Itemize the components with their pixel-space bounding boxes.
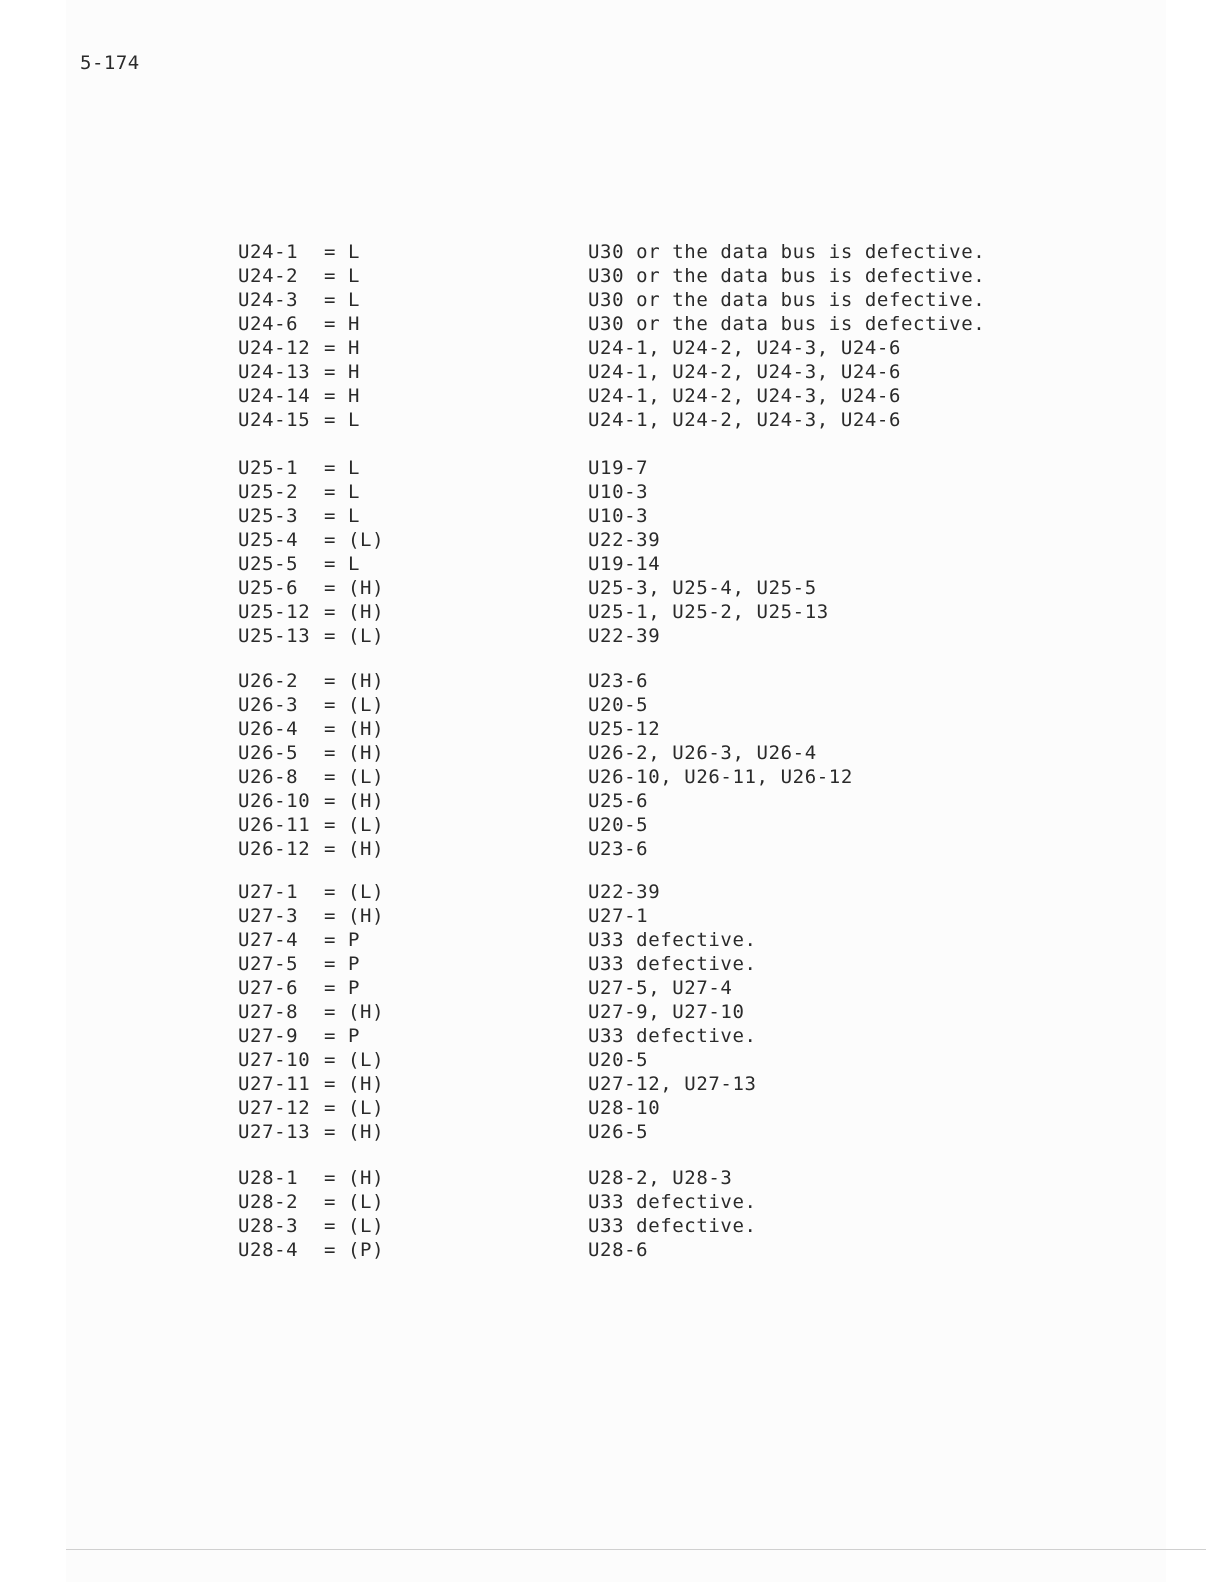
pin-label: U25-6 [238, 577, 299, 599]
logic-state: L [348, 241, 361, 263]
result-text: U30 or the data bus is defective. [588, 289, 986, 311]
equals-sign: = [324, 766, 337, 788]
equals-sign: = [324, 790, 337, 812]
equals-sign: = [324, 1239, 337, 1261]
equals-sign: = [324, 241, 337, 263]
equals-sign: = [324, 265, 337, 287]
result-text: U26-10, U26-11, U26-12 [588, 766, 853, 788]
result-text: U30 or the data bus is defective. [588, 241, 986, 263]
pin-label: U24-12 [238, 337, 311, 359]
logic-state: L [348, 265, 361, 287]
logic-state: (L) [348, 625, 385, 647]
result-text: U33 defective. [588, 929, 757, 951]
logic-state: L [348, 481, 361, 503]
pin-label: U28-3 [238, 1215, 299, 1237]
result-text: U26-5 [588, 1121, 649, 1143]
result-text: U26-2, U26-3, U26-4 [588, 742, 817, 764]
equals-sign: = [324, 694, 337, 716]
equals-sign: = [324, 1215, 337, 1237]
equals-sign: = [324, 838, 337, 860]
logic-state: (L) [348, 881, 385, 903]
pin-label: U24-14 [238, 385, 311, 407]
logic-state: (L) [348, 529, 385, 551]
pin-label: U25-2 [238, 481, 299, 503]
result-text: U30 or the data bus is defective. [588, 265, 986, 287]
pin-label: U25-5 [238, 553, 299, 575]
equals-sign: = [324, 385, 337, 407]
result-text: U23-6 [588, 670, 649, 692]
result-text: U28-10 [588, 1097, 661, 1119]
logic-state: (L) [348, 1049, 385, 1071]
equals-sign: = [324, 1097, 337, 1119]
logic-state: (H) [348, 905, 385, 927]
equals-sign: = [324, 814, 337, 836]
result-text: U27-12, U27-13 [588, 1073, 757, 1095]
equals-sign: = [324, 1167, 337, 1189]
equals-sign: = [324, 929, 337, 951]
pin-label: U27-1 [238, 881, 299, 903]
pin-label: U28-4 [238, 1239, 299, 1261]
page-number: 5-174 [80, 52, 140, 74]
result-text: U23-6 [588, 838, 649, 860]
equals-sign: = [324, 529, 337, 551]
pin-label: U27-5 [238, 953, 299, 975]
equals-sign: = [324, 601, 337, 623]
pin-label: U24-2 [238, 265, 299, 287]
result-text: U10-3 [588, 481, 649, 503]
result-text: U22-39 [588, 625, 661, 647]
logic-state: P [348, 977, 361, 999]
result-text: U25-3, U25-4, U25-5 [588, 577, 817, 599]
logic-state: (L) [348, 814, 385, 836]
logic-state: (H) [348, 838, 385, 860]
logic-state: (L) [348, 1097, 385, 1119]
result-text: U27-9, U27-10 [588, 1001, 745, 1023]
logic-state: (L) [348, 1215, 385, 1237]
pin-label: U27-8 [238, 1001, 299, 1023]
pin-label: U25-12 [238, 601, 311, 623]
result-text: U24-1, U24-2, U24-3, U24-6 [588, 385, 902, 407]
result-text: U30 or the data bus is defective. [588, 313, 986, 335]
result-text: U20-5 [588, 814, 649, 836]
pin-label: U27-10 [238, 1049, 311, 1071]
result-text: U33 defective. [588, 953, 757, 975]
equals-sign: = [324, 1025, 337, 1047]
pin-label: U27-4 [238, 929, 299, 951]
logic-state: H [348, 337, 361, 359]
pin-label: U26-3 [238, 694, 299, 716]
equals-sign: = [324, 505, 337, 527]
logic-state: (L) [348, 694, 385, 716]
equals-sign: = [324, 881, 337, 903]
pin-label: U26-4 [238, 718, 299, 740]
result-text: U28-6 [588, 1239, 649, 1261]
equals-sign: = [324, 553, 337, 575]
logic-state: L [348, 505, 361, 527]
result-text: U27-5, U27-4 [588, 977, 733, 999]
equals-sign: = [324, 361, 337, 383]
pin-label: U24-3 [238, 289, 299, 311]
equals-sign: = [324, 977, 337, 999]
result-text: U25-12 [588, 718, 661, 740]
logic-state: H [348, 361, 361, 383]
result-text: U20-5 [588, 694, 649, 716]
logic-state: (H) [348, 1001, 385, 1023]
equals-sign: = [324, 742, 337, 764]
logic-state: (H) [348, 1167, 385, 1189]
logic-state: (L) [348, 1191, 385, 1213]
result-text: U20-5 [588, 1049, 649, 1071]
result-text: U19-7 [588, 457, 649, 479]
logic-state: P [348, 1025, 361, 1047]
pin-label: U26-12 [238, 838, 311, 860]
equals-sign: = [324, 289, 337, 311]
equals-sign: = [324, 577, 337, 599]
logic-state: (H) [348, 718, 385, 740]
result-text: U25-6 [588, 790, 649, 812]
result-text: U22-39 [588, 881, 661, 903]
logic-state: H [348, 385, 361, 407]
pin-label: U26-11 [238, 814, 311, 836]
pin-label: U26-10 [238, 790, 311, 812]
equals-sign: = [324, 1191, 337, 1213]
logic-state: (H) [348, 601, 385, 623]
logic-state: L [348, 553, 361, 575]
pin-label: U28-2 [238, 1191, 299, 1213]
equals-sign: = [324, 481, 337, 503]
equals-sign: = [324, 457, 337, 479]
result-text: U10-3 [588, 505, 649, 527]
pin-label: U28-1 [238, 1167, 299, 1189]
pin-label: U26-8 [238, 766, 299, 788]
pin-label: U25-3 [238, 505, 299, 527]
result-text: U27-1 [588, 905, 649, 927]
equals-sign: = [324, 313, 337, 335]
logic-state: (H) [348, 577, 385, 599]
result-text: U19-14 [588, 553, 661, 575]
result-text: U24-1, U24-2, U24-3, U24-6 [588, 361, 902, 383]
pin-label: U26-5 [238, 742, 299, 764]
equals-sign: = [324, 1049, 337, 1071]
pin-label: U25-13 [238, 625, 311, 647]
logic-state: (H) [348, 1073, 385, 1095]
equals-sign: = [324, 670, 337, 692]
logic-state: P [348, 953, 361, 975]
result-text: U24-1, U24-2, U24-3, U24-6 [588, 337, 902, 359]
pin-label: U26-2 [238, 670, 299, 692]
pin-label: U27-12 [238, 1097, 311, 1119]
result-text: U25-1, U25-2, U25-13 [588, 601, 829, 623]
logic-state: (H) [348, 790, 385, 812]
logic-state: (H) [348, 742, 385, 764]
pin-label: U27-3 [238, 905, 299, 927]
pin-label: U27-9 [238, 1025, 299, 1047]
equals-sign: = [324, 1001, 337, 1023]
equals-sign: = [324, 625, 337, 647]
logic-state: (H) [348, 1121, 385, 1143]
result-text: U33 defective. [588, 1215, 757, 1237]
pin-label: U27-13 [238, 1121, 311, 1143]
logic-state: (L) [348, 766, 385, 788]
logic-state: P [348, 929, 361, 951]
equals-sign: = [324, 409, 337, 431]
result-text: U33 defective. [588, 1025, 757, 1047]
pin-label: U27-6 [238, 977, 299, 999]
logic-state: (P) [348, 1239, 385, 1261]
equals-sign: = [324, 905, 337, 927]
equals-sign: = [324, 953, 337, 975]
result-text: U28-2, U28-3 [588, 1167, 733, 1189]
bottom-rule [66, 1549, 1206, 1550]
logic-state: (H) [348, 670, 385, 692]
logic-state: L [348, 457, 361, 479]
equals-sign: = [324, 1121, 337, 1143]
equals-sign: = [324, 1073, 337, 1095]
result-text: U22-39 [588, 529, 661, 551]
logic-state: L [348, 409, 361, 431]
pin-label: U27-11 [238, 1073, 311, 1095]
pin-label: U24-15 [238, 409, 311, 431]
logic-state: L [348, 289, 361, 311]
equals-sign: = [324, 718, 337, 740]
logic-state: H [348, 313, 361, 335]
pin-label: U24-1 [238, 241, 299, 263]
result-text: U24-1, U24-2, U24-3, U24-6 [588, 409, 902, 431]
pin-label: U24-6 [238, 313, 299, 335]
result-text: U33 defective. [588, 1191, 757, 1213]
equals-sign: = [324, 337, 337, 359]
pin-label: U25-4 [238, 529, 299, 551]
pin-label: U25-1 [238, 457, 299, 479]
pin-label: U24-13 [238, 361, 311, 383]
